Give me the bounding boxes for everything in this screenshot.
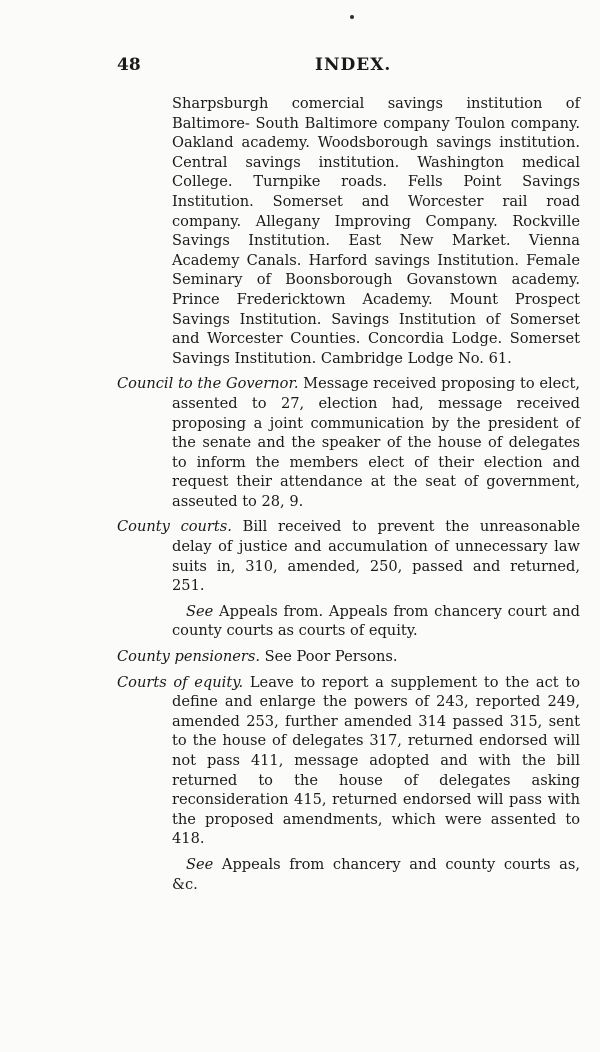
county-courts-text: Bill received to prevent the unreasonable delay of justice and accumulation of unnecessary law suits in, 310, amended, 250, passed and returned, 251. bbox=[172, 518, 580, 595]
page-number: 48 bbox=[117, 55, 141, 75]
county-courts-entry bbox=[117, 517, 580, 595]
page-header bbox=[0, 55, 600, 79]
courts-of-equity-see bbox=[117, 855, 580, 894]
county-pensioners-term: County pensioners. bbox=[117, 648, 260, 666]
county-pensioners-text: See Poor Persons. bbox=[259, 648, 398, 666]
courts-of-equity-term: Courts of equity. bbox=[117, 673, 244, 691]
council-entry bbox=[117, 374, 580, 511]
council-term: Council to the Governor. bbox=[117, 375, 299, 393]
courts-of-equity-text: Leave to report a supplement to the act to define and enlarge the powers of 243, reported 249, amended 253, further amended 314 passed 315, sent to the house of delegates 317, returned endorsed will not pass 411, message adopted and with the bill returned to the house of delegates asking reconsideration 415, returned endorsed will pass with the proposed amendments, which were assented to 418. bbox=[172, 673, 580, 848]
sharpsburgh-entry: Sharpsburgh comercial savings institution of Baltimore- South Baltimore company Toulon company. Oakland academy. Woodsborough savings institution. Central savings institution. Washington medical College. Turnpike roads. Fells Point Savings Institution. Somerset and Worcester rail road company. Allegany Improving Company. Rockville Savings Institution. East New Market. Vienna Academy Canals. Harford savings Institution. Female Seminary of Boonsborough Govanstown academy. Prince Fredericktown Academy. Mount Prospect Savings Institution. Savings Institution of Somerset and Worcester Counties. Concordia Lodge. Somerset Savings Institution. Cambridge Lodge No. 61. bbox=[172, 95, 580, 367]
page-title: INDEX. bbox=[315, 55, 392, 75]
index-body bbox=[117, 94, 580, 900]
county-courts-see bbox=[117, 602, 580, 641]
county-courts-see-word: See bbox=[186, 602, 214, 620]
courts-of-equity-see-word: See bbox=[186, 855, 214, 873]
county-courts-see-text: Appeals from. Appeals from chancery court and county courts as courts of equity. bbox=[172, 602, 580, 640]
courts-of-equity-entry bbox=[117, 673, 580, 849]
county-pensioners-entry bbox=[117, 647, 580, 667]
council-text: Message received proposing to elect, assented to 27, election had, message received proposing a joint communication by the president of the senate and the speaker of the house of delegates to inform the members elect of their election and request their attendance at the seat of government, asseuted to 28, 9. bbox=[172, 375, 580, 510]
county-courts-term: County courts. bbox=[117, 518, 232, 536]
ink-spot bbox=[350, 15, 354, 19]
courts-of-equity-see-text: Appeals from chancery and county courts as, &c. bbox=[172, 855, 580, 893]
